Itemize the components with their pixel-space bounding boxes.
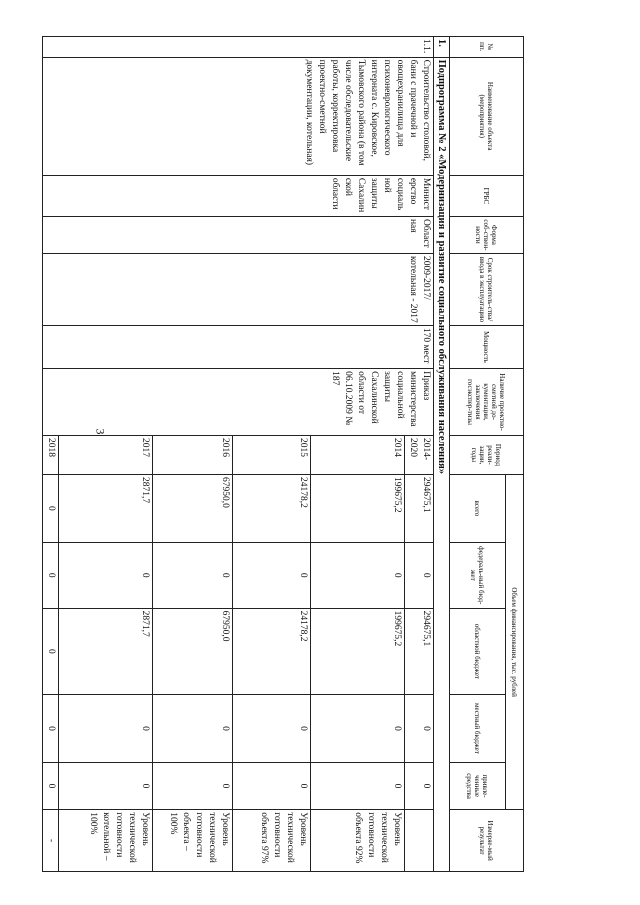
cell-local: 0 <box>59 695 153 763</box>
cell-result: Уровень технической готовности объекта – 100% <box>153 810 233 872</box>
cell-local: 0 <box>233 695 311 763</box>
header-name: Наименование объекта (мероприятия) <box>450 57 524 175</box>
header-regional: областной бюджет <box>450 608 506 694</box>
header-federal: федераль-ный бюд-жет <box>450 542 506 608</box>
page-number: 3 <box>93 428 108 435</box>
cell-result: Уровень технической готовности котельной – 100% <box>59 810 153 872</box>
item-term: 2009-2017/ котельная - 2017 <box>43 253 434 325</box>
cell-result <box>405 810 434 872</box>
cell-regional: 199675,2 <box>311 608 405 694</box>
financing-table <box>42 36 524 872</box>
subprogram-row <box>434 37 450 872</box>
cell-other: 0 <box>311 762 405 809</box>
header-term: Срок строитель-ства/ ввода в эксплуатацию <box>450 253 524 325</box>
cell-period: 2018 <box>43 435 59 474</box>
cell-result: - <box>43 810 59 872</box>
cell-federal: 0 <box>59 542 153 608</box>
cell-regional: 2871,7 <box>59 608 153 694</box>
cell-federal: 0 <box>405 542 434 608</box>
cell-total: 199675,2 <box>311 475 405 543</box>
subprogram-num: 1. <box>434 37 450 58</box>
header-total: всего <box>450 475 506 543</box>
cell-local: 0 <box>43 695 59 763</box>
cell-period: 2015 <box>233 435 311 474</box>
cell-other: 0 <box>59 762 153 809</box>
cell-federal: 0 <box>311 542 405 608</box>
cell-period: 2016 <box>153 435 233 474</box>
cell-regional: 294675,1 <box>405 608 434 694</box>
cell-total: 294675,1 <box>405 475 434 543</box>
item-num: 1.1. <box>43 37 434 58</box>
cell-local: 0 <box>405 695 434 763</box>
table-row <box>405 37 434 872</box>
cell-regional: 24178,2 <box>233 608 311 694</box>
cell-period: 2014-2020 <box>405 435 434 474</box>
header-grbs: ГРБС <box>450 175 524 216</box>
cell-local: 0 <box>311 695 405 763</box>
cell-regional: 67950,0 <box>153 608 233 694</box>
cell-local: 0 <box>153 695 233 763</box>
header-other: привле-ченные средства <box>450 762 506 809</box>
cell-total: 67950,0 <box>153 475 233 543</box>
table-header <box>450 37 524 872</box>
cell-result: Уровень технической готовности объекта 92% <box>311 810 405 872</box>
cell-other: 0 <box>233 762 311 809</box>
header-financing: Объем финансирования, тыс. рублей <box>506 475 524 810</box>
table-container <box>46 36 524 872</box>
header-capacity: Мощность <box>450 325 524 368</box>
cell-federal: 0 <box>43 542 59 608</box>
cell-period: 2017 <box>59 435 153 474</box>
subprogram-title: Подпрограмма № 2 «Модернизация и развитие социального обслуживания населения» <box>434 57 450 871</box>
header-docs: Наличие проектно-сметной до-кументации, заключения госэкспер-тизы <box>450 369 524 436</box>
cell-federal: 0 <box>153 542 233 608</box>
header-result: Измеряе-мый результат <box>450 810 524 872</box>
cell-period: 2014 <box>311 435 405 474</box>
cell-result: Уровень технической готовности объекта 97% <box>233 810 311 872</box>
cell-total: 0 <box>43 475 59 543</box>
cell-federal: 0 <box>233 542 311 608</box>
cell-other: 0 <box>43 762 59 809</box>
item-grbs: Министерство социальной защиты Сахалинской области <box>43 175 434 216</box>
item-capacity: 170 мест <box>43 325 434 368</box>
header-period: Период реали-зации, годы <box>450 435 524 474</box>
cell-total: 2871,7 <box>59 475 153 543</box>
cell-other: 0 <box>153 762 233 809</box>
item-form: Областная <box>43 216 434 253</box>
header-form: Форма соб-ствен-ности <box>450 216 524 253</box>
cell-other: 0 <box>405 762 434 809</box>
cell-regional: 0 <box>43 608 59 694</box>
header-local: местный бюджет <box>450 695 506 763</box>
item-name: Строительство столовой, бани с прачечной и овощехранилища для психоневрологического интерната с. Кировское, Тымовского района (в том числе обследовательские работы, корректировка проектно-сметной документации, котельная) <box>43 57 434 175</box>
item-docs: Приказ министерства социальной защиты Сахалинской области от 06.10.2009 № 187 <box>43 369 434 436</box>
cell-total: 24178,2 <box>233 475 311 543</box>
header-num: № пп. <box>450 37 524 58</box>
